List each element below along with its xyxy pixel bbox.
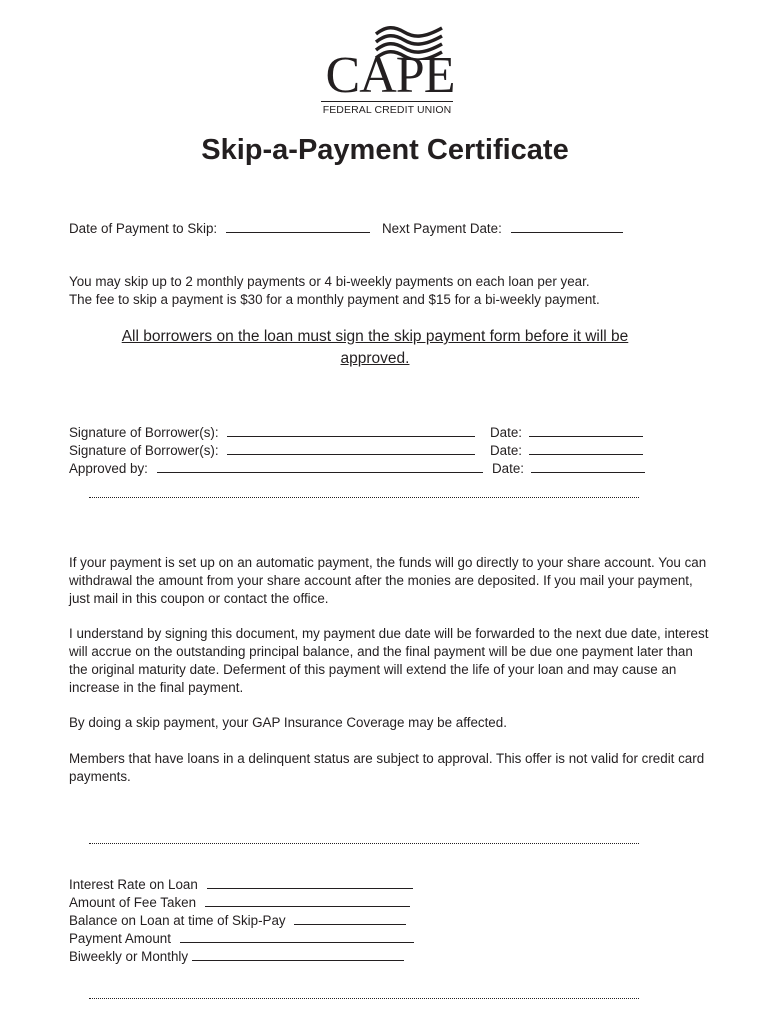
dotted-divider-3 bbox=[89, 998, 639, 999]
fee-taken-field[interactable] bbox=[205, 893, 410, 907]
payment-amount-field[interactable] bbox=[180, 929, 414, 943]
fee-taken-label: Amount of Fee Taken bbox=[69, 895, 197, 910]
frequency-label: Biweekly or Monthly bbox=[69, 949, 189, 964]
borrower-date-row-2 bbox=[490, 441, 643, 460]
borrower-signature-row-1 bbox=[69, 423, 475, 442]
balance-row bbox=[69, 911, 406, 930]
borrower-date-field-2[interactable] bbox=[529, 441, 643, 455]
borrower-signature-field-2[interactable] bbox=[227, 441, 475, 455]
intro-line-2: The fee to skip a payment is $30 for a monthly payment and $15 for a bi-weekly payment. bbox=[69, 292, 600, 307]
balance-field[interactable] bbox=[294, 911, 406, 925]
date-to-skip-row bbox=[69, 219, 370, 238]
approved-by-row bbox=[69, 459, 483, 478]
auto-payment-paragraph: If your payment is set up on an automatic payment, the funds will go directly to your share account. You can withdrawal the amount from your share account after the monies are deposited. If you mail your payment, just mail in this coupon or contact the office. bbox=[69, 555, 707, 606]
frequency-field[interactable] bbox=[192, 947, 404, 961]
approved-date-label: Date: bbox=[492, 461, 525, 476]
payment-amount-label: Payment Amount bbox=[69, 931, 171, 946]
borrower-date-label-2: Date: bbox=[490, 443, 523, 458]
next-payment-field[interactable] bbox=[511, 219, 623, 233]
logo-subtitle: FEDERAL CREDIT UNION bbox=[322, 104, 452, 116]
payment-amount-row bbox=[69, 929, 414, 948]
gap-paragraph: By doing a skip payment, your GAP Insurance Coverage may be affected. bbox=[69, 715, 507, 730]
borrower-signature-label-1: Signature of Borrower(s): bbox=[69, 425, 219, 440]
frequency-row bbox=[69, 947, 404, 966]
borrower-signature-field-1[interactable] bbox=[227, 423, 475, 437]
next-payment-row bbox=[382, 219, 623, 238]
borrower-date-field-1[interactable] bbox=[529, 423, 643, 437]
approved-by-field[interactable] bbox=[157, 459, 483, 473]
understand-paragraph: I understand by signing this document, my payment due date will be forwarded to the next due date, interest will accrue on the outstanding principal balance, and the final payment will be due one payment later than the original maturity date. Deferment of this payment will extend the life of your loan and may cause an increase in the final payment. bbox=[69, 626, 709, 695]
balance-label: Balance on Loan at time of Skip-Pay bbox=[69, 913, 286, 928]
dotted-divider-2 bbox=[89, 843, 639, 844]
interest-rate-label: Interest Rate on Loan bbox=[69, 877, 198, 892]
borrower-date-label-1: Date: bbox=[490, 425, 523, 440]
logo-name: CAPE bbox=[325, 47, 455, 104]
interest-rate-row bbox=[69, 875, 413, 894]
logo-divider bbox=[321, 101, 453, 102]
interest-rate-field[interactable] bbox=[207, 875, 413, 889]
borrower-signature-row-2 bbox=[69, 441, 475, 460]
dotted-divider-1 bbox=[89, 497, 639, 498]
borrower-signature-label-2: Signature of Borrower(s): bbox=[69, 443, 219, 458]
approved-by-label: Approved by: bbox=[69, 461, 148, 476]
approved-date-field[interactable] bbox=[531, 459, 645, 473]
page-title: Skip-a-Payment Certificate bbox=[201, 134, 569, 166]
date-to-skip-field[interactable] bbox=[226, 219, 370, 233]
next-payment-label: Next Payment Date: bbox=[382, 221, 502, 236]
fee-taken-row bbox=[69, 893, 410, 912]
delinquent-paragraph: Members that have loans in a delinquent status are subject to approval. This offer is not valid for credit card payments. bbox=[69, 751, 705, 784]
approved-date-row bbox=[492, 459, 645, 478]
borrowers-notice: All borrowers on the loan must sign the skip payment form before it will be approved. bbox=[121, 328, 629, 367]
borrower-date-row-1 bbox=[490, 423, 643, 442]
date-to-skip-label: Date of Payment to Skip: bbox=[69, 221, 218, 236]
intro-line-1: You may skip up to 2 monthly payments or 4 bi-weekly payments on each loan per year. bbox=[69, 274, 590, 289]
